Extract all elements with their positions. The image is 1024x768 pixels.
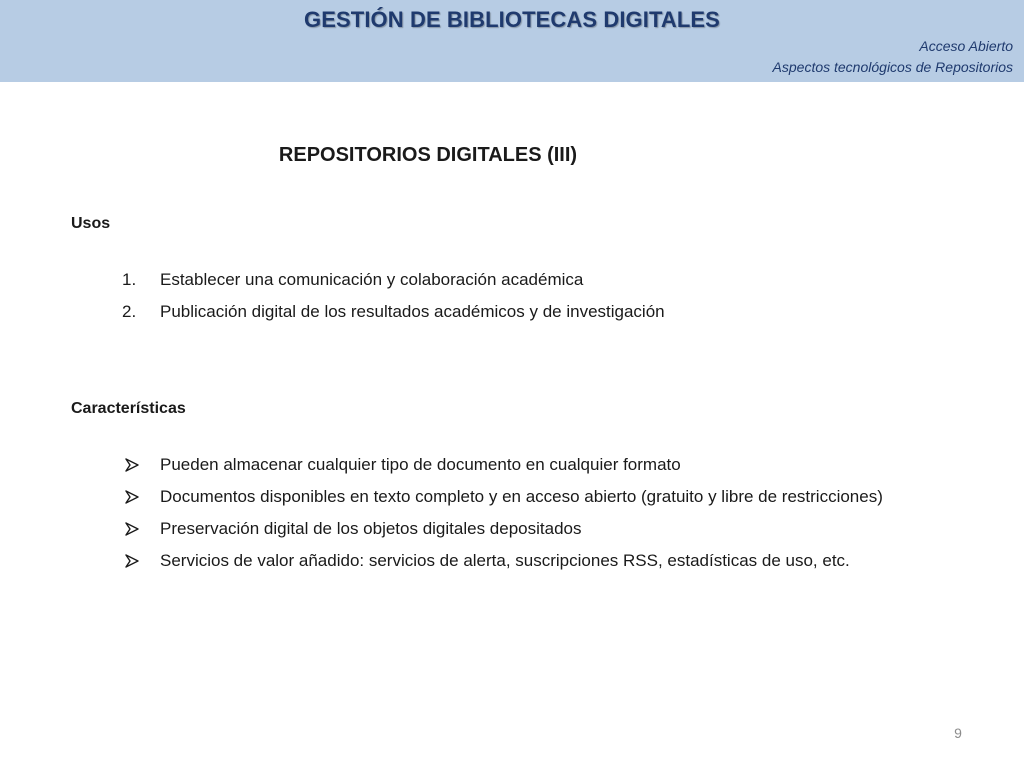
slide-title: REPOSITORIOS DIGITALES (III) (278, 144, 578, 166)
bullet-list-item (122, 453, 1002, 477)
list-item-text: Servicios de valor añadido: servicios de alerta, suscripciones RSS, estadísticas de uso, etc. (160, 551, 850, 570)
course-title: GESTIÓN DE BIBLIOTECAS DIGITALES (304, 7, 720, 32)
list-item-number: 2. (122, 302, 137, 321)
list-item-text: Pueden almacenar cualquier tipo de documento en cualquier formato (160, 455, 681, 474)
header-banner (0, 0, 1024, 82)
list-item-text: Preservación digital de los objetos digitales depositados (160, 519, 582, 538)
section-heading-usos: Usos (71, 215, 111, 232)
page-number: 9 (954, 725, 962, 741)
arrowhead-bullet-icon (125, 458, 139, 472)
header-subtitle-section: Aspectos tecnológicos de Repositorios (772, 59, 1013, 75)
bullet-list-item (122, 485, 1002, 509)
header-subtitle-topic: Acceso Abierto (919, 38, 1013, 54)
numbered-list-item (122, 268, 1002, 292)
arrowhead-bullet-icon (125, 522, 139, 536)
list-item-text: Documentos disponibles en texto completo y en acceso abierto (gratuito y libre de restricciones) (160, 487, 883, 506)
section-heading-caracteristicas: Características (71, 400, 186, 417)
bullet-list-item (122, 549, 1002, 573)
arrowhead-bullet-icon (125, 554, 139, 568)
list-item-text: Publicación digital de los resultados académicos y de investigación (160, 302, 665, 321)
arrowhead-bullet-icon (125, 490, 139, 504)
bullet-list-item (122, 517, 1002, 541)
list-item-text: Establecer una comunicación y colaboración académica (160, 270, 584, 289)
list-item-number: 1. (122, 270, 137, 289)
numbered-list-item (122, 300, 1002, 324)
